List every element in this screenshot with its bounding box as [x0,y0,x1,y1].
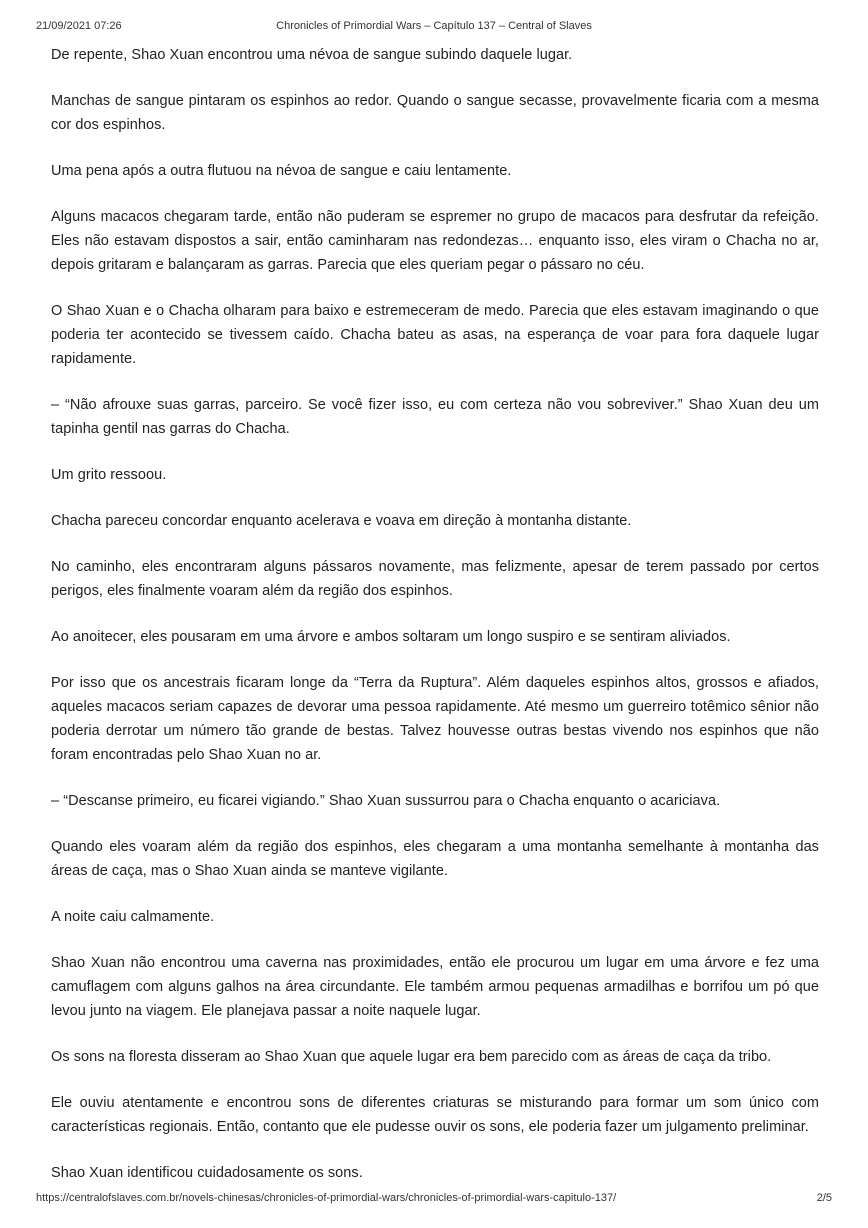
page-number: 2/5 [816,1192,832,1204]
paragraph: Manchas de sangue pintaram os espinhos ao redor. Quando o sangue secasse, provavelmente ficaria com a mesma cor dos espinhos. [51,93,819,133]
paragraph: Um grito ressoou. [51,467,167,483]
paragraph: Shao Xuan não encontrou uma caverna nas proximidades, então ele procurou um lugar em uma árvore e fez uma camuflagem com alguns galhos na área circundante. Ele também armou pequenas armadilhas e borrifou um pó que levou junto na viagem. Ele planejava passar a noite naquele lugar. [51,955,819,1019]
paragraph: Chacha pareceu concordar enquanto acelerava e voava em direção à montanha distante. [51,513,632,529]
paragraph: No caminho, eles encontraram alguns pássaros novamente, mas felizmente, apesar de terem passado por certos perigos, eles finalmente voaram além da região dos espinhos. [51,559,819,599]
paragraph: – “Descanse primeiro, eu ficarei vigiando.” Shao Xuan sussurrou para o Chacha enquanto o acariciava. [51,793,721,809]
paragraph: Ele ouviu atentamente e encontrou sons de diferentes criaturas se misturando para formar um som único com características regionais. Então, contanto que ele pudesse ouvir os sons, ele poderia fazer um julgamento preliminar. [51,1095,819,1135]
paragraph: Alguns macacos chegaram tarde, então não puderam se espremer no grupo de macacos para desfrutar da refeição. Eles não estavam dispostos a sair, então caminharam nas redondezas… enquanto isso, eles viram o Chacha no ar, depois gritaram e balançaram as garras. Parecia que eles queriam pegar o pássaro no céu. [51,209,819,273]
paragraph: Quando eles voaram além da região dos espinhos, eles chegaram a uma montanha semelhante à montanha das áreas de caça, mas o Shao Xuan ainda se manteve vigilante. [51,839,819,879]
paragraph: Por isso que os ancestrais ficaram longe da “Terra da Ruptura”. Além daqueles espinhos altos, grossos e afiados, aqueles macacos seriam capazes de devorar uma pessoa rapidamente. Até mesmo um guerreiro totêmico sênior não poderia derrotar um número tão grande de bestas. Talvez houvesse outras bestas vivendo nos espinhos que não foram encontradas pelo Shao Xuan no ar. [51,675,819,763]
paragraph: Uma pena após a outra flutuou na névoa de sangue e caiu lentamente. [51,163,512,179]
page-url: https://centralofslaves.com.br/novels-chinesas/chronicles-of-primordial-wars/chronicles-of-primordial-wars-capitulo-137/ [36,1192,617,1204]
print-date: 21/09/2021 07:26 [36,20,122,32]
paragraph: – “Não afrouxe suas garras, parceiro. Se você fizer isso, eu com certeza não vou sobreviver.” Shao Xuan deu um tapinha gentil nas garras do Chacha. [51,397,819,437]
page-title: Chronicles of Primordial Wars – Capítulo 137 – Central of Slaves [276,20,592,32]
print-footer [36,1192,832,1208]
paragraph: Os sons na floresta disseram ao Shao Xuan que aquele lugar era bem parecido com as áreas de caça da tribo. [51,1049,772,1065]
paragraph: O Shao Xuan e o Chacha olharam para baixo e estremeceram de medo. Parecia que eles estavam imaginando o que poderia ter acontecido se tivessem caído. Chacha bateu as asas, na esperança de voar para fora daquele lugar rapidamente. [51,303,819,367]
paragraph: Shao Xuan identificou cuidadosamente os sons. [51,1165,363,1181]
paragraph: De repente, Shao Xuan encontrou uma névoa de sangue subindo daquele lugar. [51,47,573,63]
print-header [36,20,832,36]
paragraph: A noite caiu calmamente. [51,909,215,925]
paragraph: Ao anoitecer, eles pousaram em uma árvore e ambos soltaram um longo suspiro e se sentiram aliviados. [51,629,731,645]
chapter-content [51,43,819,1207]
